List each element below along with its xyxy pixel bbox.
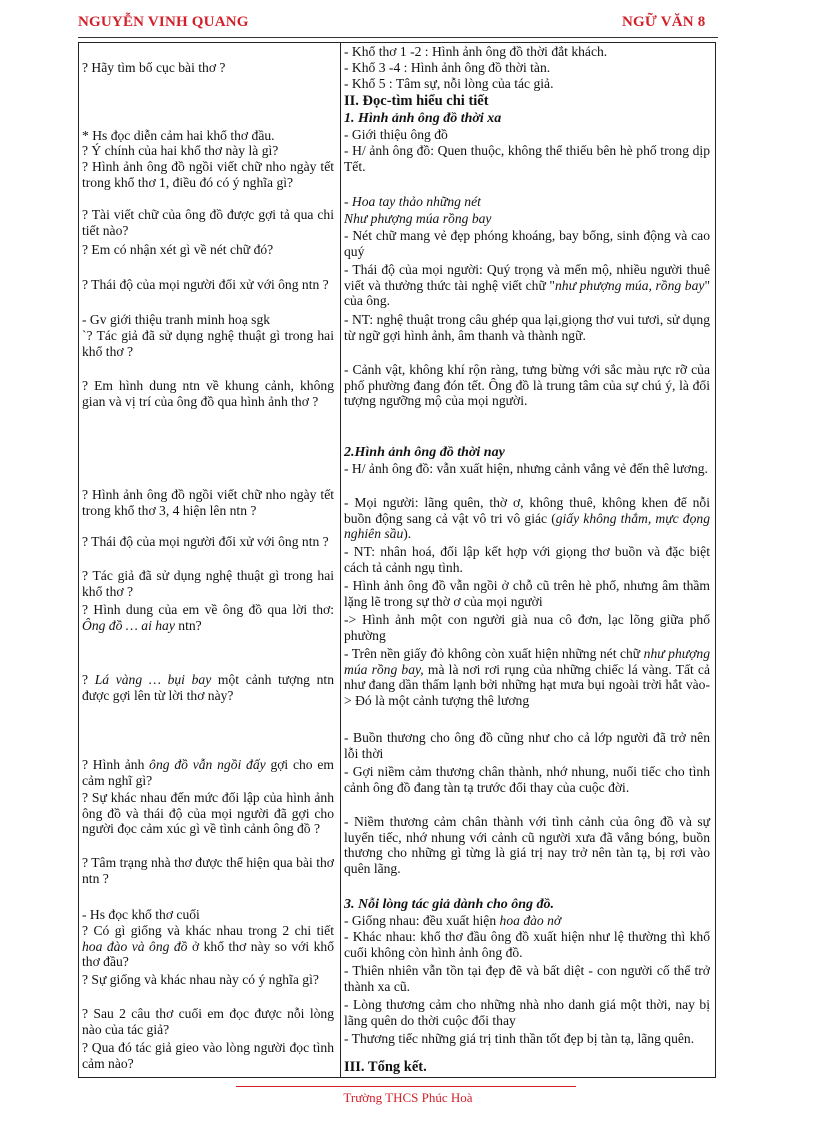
question: ? Tâm trạng nhà thơ được thể hiện qua bài thơ ntn ? <box>82 855 334 886</box>
question: ? Ý chính của hai khổ thơ này là gì? <box>82 143 279 158</box>
note: - Khác nhau: khổ thơ đầu ông đồ xuất hiện như lệ thường thì khổ cuối không còn hình ảnh ông đồ. <box>344 929 710 960</box>
note: - NT: nghệ thuật trong câu ghép qua lại,giọng thơ vui tươi, sử dụng từ ngữ gợi hình ảnh, âm thanh và thành ngữ. <box>344 312 710 343</box>
instruction: - Gv giới thiệu tranh minh hoạ sgk <box>82 312 271 327</box>
question: ? Thái độ của mọi người đối xử với ông ntn ? <box>82 277 329 292</box>
subsection-heading: 3. Nỗi lòng tác giả dành cho ông đồ. <box>344 897 555 912</box>
question: ? Tác giả đã sử dụng nghệ thuật gì trong hai khổ thơ ? <box>82 568 334 599</box>
note: - Nét chữ mang vẻ đẹp phóng khoáng, bay bổng, sinh động và cao quý <box>344 228 710 259</box>
footer-school: Trường THCS Phúc Hoà <box>343 1090 473 1105</box>
note: - Thiên nhiên vẫn tồn tại đẹp đẽ và bất diệt - con người cố thể trở thành xa cũ. <box>344 963 710 994</box>
subsection-heading: 1. Hình ảnh ông đồ thời xa <box>344 111 502 126</box>
note: - Khổ 3 -4 : Hình ảnh ông đồ thời tàn. <box>344 60 551 75</box>
question: ? Hình ảnh ông đồ ngồi viết chữ nho ngày tết trong khổ thơ 1, điều đó có ý nghĩa gì? <box>82 159 334 190</box>
note: - H/ ảnh ông đồ: vẫn xuất hiện, nhưng cảnh vắng vẻ đến thê lương. <box>344 461 708 476</box>
poem-quote: - Hoa tay thảo những nét <box>344 194 481 209</box>
note: - Thái độ của mọi người: Quý trọng và mến mộ, nhiều người thuê viết và thưởng thức tài nghệ viết chữ "như phượng múa, rồng bay" của ông. <box>344 262 710 309</box>
subsection-heading: 2.Hình ảnh ông đồ thời nay <box>344 445 505 460</box>
note: - Buồn thương cho ông đồ cũng như cho cả lớp người đã trở nên lỗi thời <box>344 730 710 761</box>
question: ? Sự khác nhau đến mức đối lập của hình ảnh ông đồ và thái độ của mọi người đã gợi cho người đọc cảm xúc gì về tình cảnh ông đồ ? <box>82 790 334 837</box>
note: - NT: nhân hoá, đối lập kết hợp với giọng thơ buồn và đặc biệt cách tả cảnh ngụ tình. <box>344 544 710 575</box>
note: - Mọi người: lãng quên, thờ ơ, không thuê, không khen để nỗi buồn động sang cả vật vô tri vô giác (giấy không thắm, mực đọng nghiên sầu). <box>344 495 710 542</box>
footer-rule <box>236 1086 576 1087</box>
header-rule <box>78 37 718 38</box>
question: ? Có gì giống và khác nhau trong 2 chi tiết hoa đào và ông đồ ở khổ thơ này so với khổ thơ đầu? <box>82 923 334 970</box>
note: -> Hình ảnh một con người già nua cô đơn, lạc lõng giữa phố phường <box>344 612 710 643</box>
note: - H/ ảnh ông đồ: Quen thuộc, không thể thiếu bên hè phố trong dịp Tết. <box>344 143 710 174</box>
question: ? Sau 2 câu thơ cuối em đọc được nỗi lòng nào của tác giả? <box>82 1006 334 1037</box>
question: `? Tác giả đã sử dụng nghệ thuật gì trong hai khổ thơ ? <box>82 328 334 359</box>
note: - Lòng thương cảm cho những nhà nho danh giá một thời, nay bị lãng quên do thời cuộc đổi thay <box>344 997 710 1028</box>
section-heading: II. Đọc-tìm hiểu chi tiết <box>344 93 489 109</box>
note: - Hình ảnh ông đồ vẫn ngồi ở chỗ cũ trên hè phố, nhưng âm thầm lặng lẽ trong sự thờ ơ của mọi người <box>344 578 710 609</box>
note: - Thương tiếc những giá trị tinh thần tốt đẹp bị tàn tạ, lãng quên. <box>344 1031 695 1046</box>
header-author: NGUYỄN VINH QUANG <box>78 14 249 30</box>
question: ? Hình ảnh ông đồ ngồi viết chữ nho ngày tết trong khổ thơ 3, 4 hiện lên ntn ? <box>82 487 334 518</box>
note: - Khổ thơ 1 -2 : Hình ảnh ông đồ thời đắt khách. <box>344 44 608 59</box>
note: - Gợi niềm cảm thương chân thành, nhớ nhung, nuối tiếc cho tình cảnh ông đồ đang tàn tạ trước đổi thay của cuộc đời. <box>344 764 710 795</box>
section-heading: III. Tổng kết. <box>344 1059 427 1075</box>
question: ? Em có nhận xét gì về nét chữ đó? <box>82 242 274 257</box>
instruction: - Hs đọc khổ thơ cuối <box>82 907 200 922</box>
poem-quote: Như phượng múa rồng bay <box>344 211 492 226</box>
instruction: * Hs đọc diễn cảm hai khổ thơ đầu. <box>82 128 275 143</box>
question: ? Tài viết chữ của ông đồ được gợi tả qua chi tiết nào? <box>82 207 334 238</box>
note: - Trên nền giấy đỏ không còn xuất hiện những nét chữ như phượng múa rồng bay, mà là nơi rơi rụng của những chiếc lá vàng. Tất cả như đang dần thấm lạnh bởi những hạt mưa bụi ngoài trời hắt vào-> Đó là một cảnh tượng thê lương <box>344 646 711 708</box>
note: - Giống nhau: đều xuất hiện hoa đào nở <box>344 913 562 928</box>
note: - Niềm thương cảm chân thành với tình cảnh của ông đồ và sự luyến tiếc, nhớ nhung với cảnh cũ người xưa đã vắng bóng, buồn thương cho những gì từng là giá trị nay trở nên tàn tạ, bị rơi vào quên lãng. <box>344 814 710 876</box>
question: ? Hình dung của em về ông đồ qua lời thơ: Ông đồ … ai hay ntn? <box>82 602 334 633</box>
note: - Giới thiệu ông đồ <box>344 127 448 142</box>
header-subject: NGỮ VĂN 8 <box>622 14 706 30</box>
question: ? Qua đó tác giả gieo vào lòng người đọc tình cảm nào? <box>82 1040 334 1071</box>
question: ? Em hình dung ntn về khung cảnh, không gian và vị trí của ông đồ qua hình ảnh thơ ? <box>82 378 334 409</box>
note: - Cảnh vật, không khí rộn ràng, tưng bừng với sắc màu rực rỡ của phố phường đang đón tết. Ông đồ là trung tâm của sự chú ý, là đối tượng ngưỡng mộ của mọi người. <box>344 362 710 409</box>
question: ? Thái độ của mọi người đối xử với ông ntn ? <box>82 534 329 549</box>
question: ? Lá vàng … bụi bay một cảnh tượng ntn được gợi lên từ lời thơ này? <box>82 672 334 703</box>
note: - Khổ 5 : Tâm sự, nỗi lòng của tác giả. <box>344 76 554 91</box>
question: ? Hãy tìm bố cục bài thơ ? <box>82 60 226 75</box>
question: ? Sự giống và khác nhau này có ý nghĩa gì? <box>82 972 319 987</box>
question: ? Hình ảnh ông đồ vẫn ngồi đấy gợi cho em cảm nghĩ gì? <box>82 757 334 788</box>
column-divider <box>340 42 341 1078</box>
